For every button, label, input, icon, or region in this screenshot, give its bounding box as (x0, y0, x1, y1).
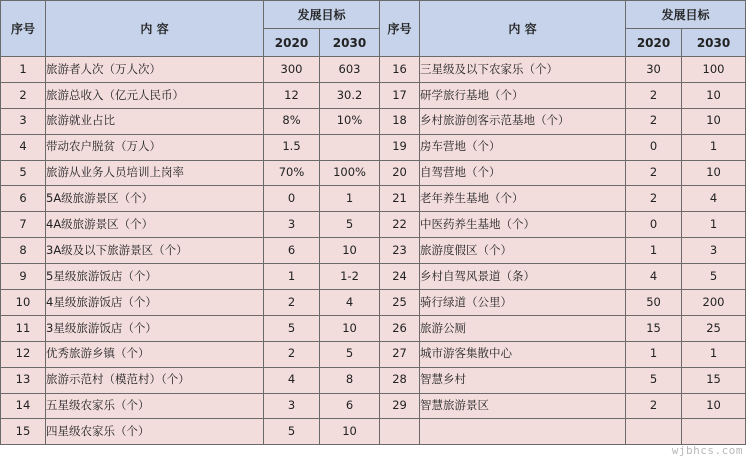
row-item-right: 骑行绿道（公里） (420, 290, 626, 316)
table-row (1, 108, 746, 134)
row-2020-value-right: 1 (626, 238, 682, 264)
table-row (1, 315, 746, 341)
row-number-left: 6 (1, 186, 46, 212)
row-2030-value-left: 1-2 (320, 264, 380, 290)
row-number-left: 14 (1, 393, 46, 419)
row-item-left: 4星级旅游饭店（个） (46, 290, 264, 316)
row-2020-value-left: 6 (264, 238, 320, 264)
row-2020-value-left: 4 (264, 367, 320, 393)
row-2030-value-right: 3 (682, 238, 746, 264)
row-item-left: 旅游就业占比 (46, 108, 264, 134)
row-item-right: 中医药养生基地（个） (420, 212, 626, 238)
row-2020-value-right: 2 (626, 186, 682, 212)
row-number-right: 21 (380, 186, 420, 212)
row-item-left: 四星级农家乐（个） (46, 419, 264, 445)
header-2030-left: 2030 (320, 29, 380, 57)
row-2020-value-left: 70% (264, 160, 320, 186)
row-number-left: 2 (1, 82, 46, 108)
row-number-right: 18 (380, 108, 420, 134)
row-2020-value-left: 300 (264, 57, 320, 83)
row-2030-value-left: 1 (320, 186, 380, 212)
row-2030-value-left: 4 (320, 290, 380, 316)
row-number-right: 22 (380, 212, 420, 238)
table-row (1, 82, 746, 108)
table-row (1, 264, 746, 290)
row-number-right: 23 (380, 238, 420, 264)
row-number-left: 7 (1, 212, 46, 238)
row-item-left: 旅游从业务人员培训上岗率 (46, 160, 264, 186)
header-2020-right: 2020 (626, 29, 682, 57)
row-number-left: 9 (1, 264, 46, 290)
header-2020-left: 2020 (264, 29, 320, 57)
row-item-left: 5A级旅游景区（个） (46, 186, 264, 212)
row-2030-value-right: 25 (682, 315, 746, 341)
table-row (1, 212, 746, 238)
row-2020-value-right: 0 (626, 134, 682, 160)
row-item-right: 房车营地（个） (420, 134, 626, 160)
row-2020-value-left: 1.5 (264, 134, 320, 160)
row-2020-value-left: 1 (264, 264, 320, 290)
table-header (1, 1, 746, 57)
row-2030-value-left (320, 134, 380, 160)
row-number-left: 11 (1, 315, 46, 341)
row-2030-value-right: 5 (682, 264, 746, 290)
row-item-right: 旅游度假区（个） (420, 238, 626, 264)
row-number-right: 19 (380, 134, 420, 160)
row-number-right: 26 (380, 315, 420, 341)
row-number-left: 10 (1, 290, 46, 316)
table-row (1, 341, 746, 367)
row-2020-value-left: 3 (264, 212, 320, 238)
row-number-left: 5 (1, 160, 46, 186)
row-item-left: 3星级旅游饭店（个） (46, 315, 264, 341)
row-2030-value-right: 200 (682, 290, 746, 316)
row-item-right: 老年养生基地（个） (420, 186, 626, 212)
table-row (1, 134, 746, 160)
header-seq-right: 序号 (380, 1, 420, 57)
row-number-right: 25 (380, 290, 420, 316)
row-item-right: 乡村旅游创客示范基地（个） (420, 108, 626, 134)
row-number-left: 13 (1, 367, 46, 393)
row-item-right: 旅游公厕 (420, 315, 626, 341)
row-2020-value-left: 5 (264, 419, 320, 445)
row-number-left: 1 (1, 57, 46, 83)
row-item-left: 5星级旅游饭店（个） (46, 264, 264, 290)
row-2030-value-right: 10 (682, 393, 746, 419)
row-2030-value-right: 10 (682, 108, 746, 134)
row-2030-value-right: 1 (682, 212, 746, 238)
row-item-left: 旅游总收入（亿元人民币） (46, 82, 264, 108)
row-item-left: 旅游示范村（模范村）（个） (46, 367, 264, 393)
row-item-right (420, 419, 626, 445)
row-item-right: 自驾营地（个） (420, 160, 626, 186)
row-2030-value-right: 1 (682, 341, 746, 367)
row-item-left: 优秀旅游乡镇（个） (46, 341, 264, 367)
row-2020-value-right: 1 (626, 341, 682, 367)
row-2030-value-left: 6 (320, 393, 380, 419)
row-2020-value-right: 5 (626, 367, 682, 393)
row-2030-value-left: 100% (320, 160, 380, 186)
row-2030-value-right (682, 419, 746, 445)
row-2030-value-left: 5 (320, 341, 380, 367)
row-2030-value-right: 10 (682, 82, 746, 108)
header-2030-right: 2030 (682, 29, 746, 57)
row-number-right (380, 419, 420, 445)
header-target-left: 发展目标 (264, 1, 380, 29)
row-2020-value-right: 0 (626, 212, 682, 238)
row-number-right: 28 (380, 367, 420, 393)
row-2020-value-right (626, 419, 682, 445)
row-2030-value-left: 30.2 (320, 82, 380, 108)
row-2020-value-right: 50 (626, 290, 682, 316)
row-2020-value-left: 3 (264, 393, 320, 419)
header-seq-left: 序号 (1, 1, 46, 57)
watermark: wjbhcs.com (671, 444, 743, 457)
row-item-left: 旅游者人次（万人次） (46, 57, 264, 83)
row-2020-value-left: 2 (264, 341, 320, 367)
table-row (1, 393, 746, 419)
row-item-right: 乡村自驾风景道（条） (420, 264, 626, 290)
row-2020-value-right: 30 (626, 57, 682, 83)
row-2020-value-right: 2 (626, 160, 682, 186)
row-item-right: 智慧旅游景区 (420, 393, 626, 419)
row-2020-value-right: 4 (626, 264, 682, 290)
row-2030-value-left: 603 (320, 57, 380, 83)
row-number-left: 12 (1, 341, 46, 367)
header-content-left: 内 容 (46, 1, 264, 57)
row-2020-value-left: 5 (264, 315, 320, 341)
row-2020-value-left: 0 (264, 186, 320, 212)
row-item-left: 带动农户脱贫（万人） (46, 134, 264, 160)
row-item-left: 五星级农家乐（个） (46, 393, 264, 419)
row-2020-value-right: 2 (626, 393, 682, 419)
row-2030-value-right: 4 (682, 186, 746, 212)
row-number-right: 16 (380, 57, 420, 83)
header-target-right: 发展目标 (626, 1, 746, 29)
row-item-left: 3A级及以下旅游景区（个） (46, 238, 264, 264)
table-row (1, 186, 746, 212)
row-number-right: 17 (380, 82, 420, 108)
row-2030-value-left: 10 (320, 419, 380, 445)
row-number-right: 29 (380, 393, 420, 419)
row-item-right: 智慧乡村 (420, 367, 626, 393)
row-number-left: 15 (1, 419, 46, 445)
row-item-right: 研学旅行基地（个） (420, 82, 626, 108)
header-content-right: 内 容 (420, 1, 626, 57)
row-2020-value-right: 2 (626, 82, 682, 108)
row-2020-value-left: 12 (264, 82, 320, 108)
row-2030-value-right: 100 (682, 57, 746, 83)
row-2020-value-right: 15 (626, 315, 682, 341)
row-2030-value-left: 10% (320, 108, 380, 134)
table-row (1, 57, 746, 83)
table-row (1, 367, 746, 393)
table-body (1, 57, 746, 445)
row-2020-value-left: 2 (264, 290, 320, 316)
row-2030-value-right: 10 (682, 160, 746, 186)
table-row (1, 419, 746, 445)
table-row (1, 238, 746, 264)
row-number-left: 3 (1, 108, 46, 134)
row-2030-value-left: 5 (320, 212, 380, 238)
table-row (1, 290, 746, 316)
row-2030-value-left: 10 (320, 238, 380, 264)
row-2020-value-left: 8% (264, 108, 320, 134)
row-number-left: 8 (1, 238, 46, 264)
row-2030-value-right: 1 (682, 134, 746, 160)
row-number-left: 4 (1, 134, 46, 160)
row-number-right: 27 (380, 341, 420, 367)
row-number-right: 20 (380, 160, 420, 186)
row-2030-value-left: 10 (320, 315, 380, 341)
row-2030-value-right: 15 (682, 367, 746, 393)
row-2020-value-right: 2 (626, 108, 682, 134)
row-item-left: 4A级旅游景区（个） (46, 212, 264, 238)
row-2030-value-left: 8 (320, 367, 380, 393)
row-item-right: 城市游客集散中心 (420, 341, 626, 367)
row-number-right: 24 (380, 264, 420, 290)
table-row (1, 160, 746, 186)
row-item-right: 三星级及以下农家乐（个） (420, 57, 626, 83)
